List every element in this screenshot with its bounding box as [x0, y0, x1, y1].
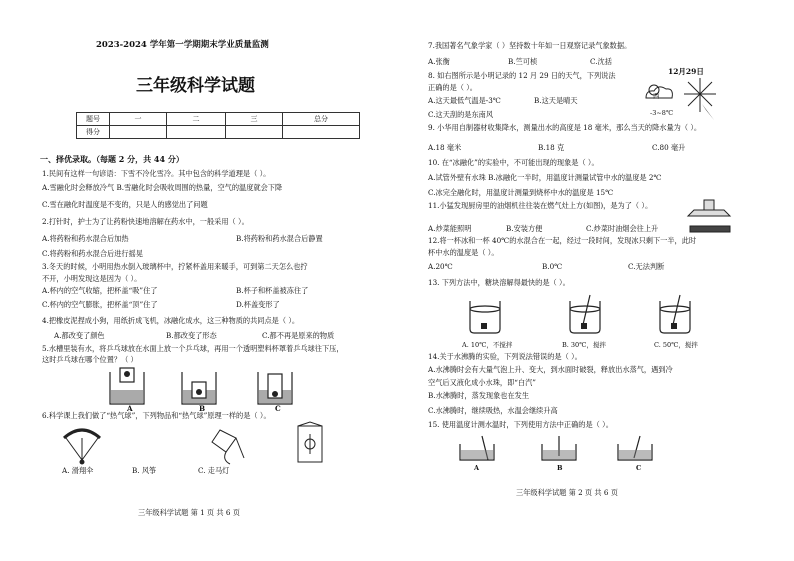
- weather-west-label: 西: [653, 92, 660, 100]
- figure-label: B: [199, 404, 206, 413]
- question-option: B.这天是晴天: [534, 96, 578, 105]
- score-cell[interactable]: [167, 126, 226, 139]
- question-text: 9. 小华用自制器材收集降水，测量出水的高度是 18 毫米，那么当天的降水量为（ ）。: [428, 123, 702, 132]
- question-option: A.将药粉和药水混合后加热: [42, 234, 129, 243]
- question-text: 10. 在“冰融化”的实验中，不可能出现的现象是（ ）。: [428, 158, 599, 167]
- weather-temp: -3~8℃: [650, 109, 674, 117]
- question-option: C.雪在融化时温度是不变的，只是人的感觉出了问题: [42, 200, 208, 209]
- question-option: B.竺可桢: [508, 57, 538, 66]
- question-option: B.18 克: [538, 143, 565, 152]
- question-option: C.沈括: [590, 57, 612, 66]
- score-cell[interactable]: [283, 126, 360, 139]
- q6-figures: [60, 424, 340, 466]
- beaker-figures: [466, 295, 706, 335]
- question-option: A.20℃: [428, 262, 453, 271]
- question-option: C. 走马灯: [198, 466, 230, 475]
- question-text: 杯中水的温度是（ ）。: [428, 248, 499, 257]
- figure-label: C: [636, 464, 642, 472]
- question-option: C.将药粉和药水混合后进行摇晃: [42, 249, 143, 258]
- question-option: A.都改变了颜色: [54, 331, 105, 340]
- question-text: 14.关于水沸腾的实验，下列说法错误的是（ ）。: [428, 352, 582, 361]
- question-text: 7.我国著名气象学家（ ）坚持数十年如一日观察记录气象数据。: [428, 41, 632, 50]
- score-table: [76, 112, 360, 139]
- question-text: 8. 如右图所示是小明记录的 12 月 29 日的天气，下列说法: [428, 71, 616, 80]
- question-option: A.雪融化时会释放冷气 B.雪融化时会吸收周围的热量，空气的温度就会下降: [42, 183, 283, 192]
- question-option: C.这天刮的是东南风: [428, 110, 494, 119]
- question-option: C.无法判断: [628, 262, 665, 271]
- exam-header: 2023-2024 学年第一学期期末学业质量监测: [96, 40, 269, 50]
- range-hood-figure: [686, 200, 734, 234]
- question-text: 6.科学课上我们做了“热气球”，下列物品和“热气球”原理一样的是（ ）。: [42, 411, 271, 420]
- page-title: 三年级科学试题: [136, 76, 255, 96]
- page-footer: 三年级科学试题 第 1 页 共 6 页: [138, 508, 240, 517]
- figure-label: C: [275, 404, 281, 413]
- question-text: 15. 使用温度计测水温时，下列使用方法中正确的是（ ）。: [428, 420, 613, 429]
- question-option: C.杯内的空气膨胀，把杯盖“顶”住了: [42, 300, 158, 309]
- figure-label: A: [474, 464, 480, 472]
- question-option: C.冰完全融化时，用温度计测量到烧杯中水的温度是 15℃: [428, 188, 614, 197]
- question-text: 12.将一杯冰和一杯 40℃的水混合在一起，经过一段时间，发现冰只剩下一半，此时: [428, 236, 697, 245]
- score-cell[interactable]: [110, 126, 167, 139]
- question-option: B.安装方便: [506, 224, 543, 233]
- weather-date: 12月29日: [668, 67, 704, 76]
- question-option: B.水沸腾时，蒸发现象也在发生: [428, 391, 530, 400]
- score-cell: 得分: [77, 126, 110, 139]
- score-cell: 总分: [283, 113, 360, 126]
- question-text: 2.打针时，护士为了让药粉快速地溶解在药水中，一般采用（ ）。: [42, 217, 249, 226]
- question-option: A.18 毫米: [428, 143, 462, 152]
- question-option: A.水沸腾时会有大量气泡上升、变大，到水面时破裂，释放出水蒸气，遇到冷: [428, 365, 673, 374]
- question-option: C. 50℃，搅拌: [654, 341, 698, 349]
- question-option: B.0℃: [542, 262, 563, 271]
- question-option: C.炒菜时油烟会往上升: [586, 224, 659, 233]
- score-cell: 三: [226, 113, 283, 126]
- figure-label: B: [557, 464, 563, 472]
- question-option: A. 滑翔伞: [62, 466, 94, 475]
- question-option: C.80 毫升: [652, 143, 686, 152]
- question-option: B.都改变了形态: [166, 331, 217, 340]
- score-cell: 一: [110, 113, 167, 126]
- question-text: 不开，小明发现这是因为（ ）。: [42, 274, 142, 283]
- question-text: 4.把橡皮泥捏成小狗，用纸折成飞机，冰融化成水，这三种物质的共同点是（ ）。: [42, 316, 300, 325]
- question-option: B.杯子和杯盖被冻住了: [236, 286, 309, 295]
- question-text: 3.冬天的时候，小明用热水倒入玻璃杯中，拧紧杯盖用来暖手，可到第二天怎么也拧: [42, 262, 308, 271]
- question-option: A.这天最低气温是-3℃: [428, 96, 501, 105]
- question-text: 5.水槽里装有水，将乒乓球放在水面上放一个乒乓球，再用一个透明塑料杯罩着乒乓球往下压，: [42, 344, 344, 353]
- question-option: C.水沸腾时，继续吸热，水温会继续升高: [428, 406, 558, 415]
- score-cell: 二: [167, 113, 226, 126]
- question-option: A.张衡: [428, 57, 450, 66]
- figure-label: A: [127, 404, 133, 413]
- section-heading: 一、择优录取。（每题 2 分，共 44 分）: [40, 154, 184, 164]
- score-cell[interactable]: [226, 126, 283, 139]
- page-footer: 三年级科学试题 第 2 页 共 6 页: [516, 488, 618, 497]
- question-option: A. 10℃，不搅拌: [462, 341, 513, 349]
- question-option: A.炒菜能照明: [428, 224, 472, 233]
- question-text: 11.小猛发现厨房里的油烟机往往装在燃气灶上方(如图)，是为了（ ）。: [428, 201, 653, 210]
- question-option: B.将药粉和药水混合后静置: [236, 234, 323, 243]
- question-text: 这时乒乓球在哪个位置？（ ）: [42, 355, 138, 364]
- question-option: A.试管外壁有水珠 B.冰融化一半时，用温度计测量试管中水的温度是 2℃: [428, 173, 662, 182]
- question-text: 1.民间有这样一句谚语：下雪不冷化雪冷。其中包含的科学道理是（ ）。: [42, 169, 271, 178]
- thermometer-figures: [458, 436, 658, 464]
- question-option: B. 风筝: [132, 466, 157, 475]
- question-option: 空气后又液化成小水珠，即“白汽”: [428, 378, 536, 387]
- score-cell: 题号: [77, 113, 110, 126]
- question-text: 正确的是（ ）。: [428, 83, 477, 92]
- question-option: A.杯内的空气收缩，把杯盖“吸”住了: [42, 286, 158, 295]
- question-option: D.杯盖变形了: [236, 300, 280, 309]
- question-text: 13. 下列方法中，糖块溶解得最快的是（ ）。: [428, 278, 570, 287]
- question-option: C.都不再是原来的物质: [262, 331, 335, 340]
- question-option: B. 30℃，搅拌: [562, 341, 606, 349]
